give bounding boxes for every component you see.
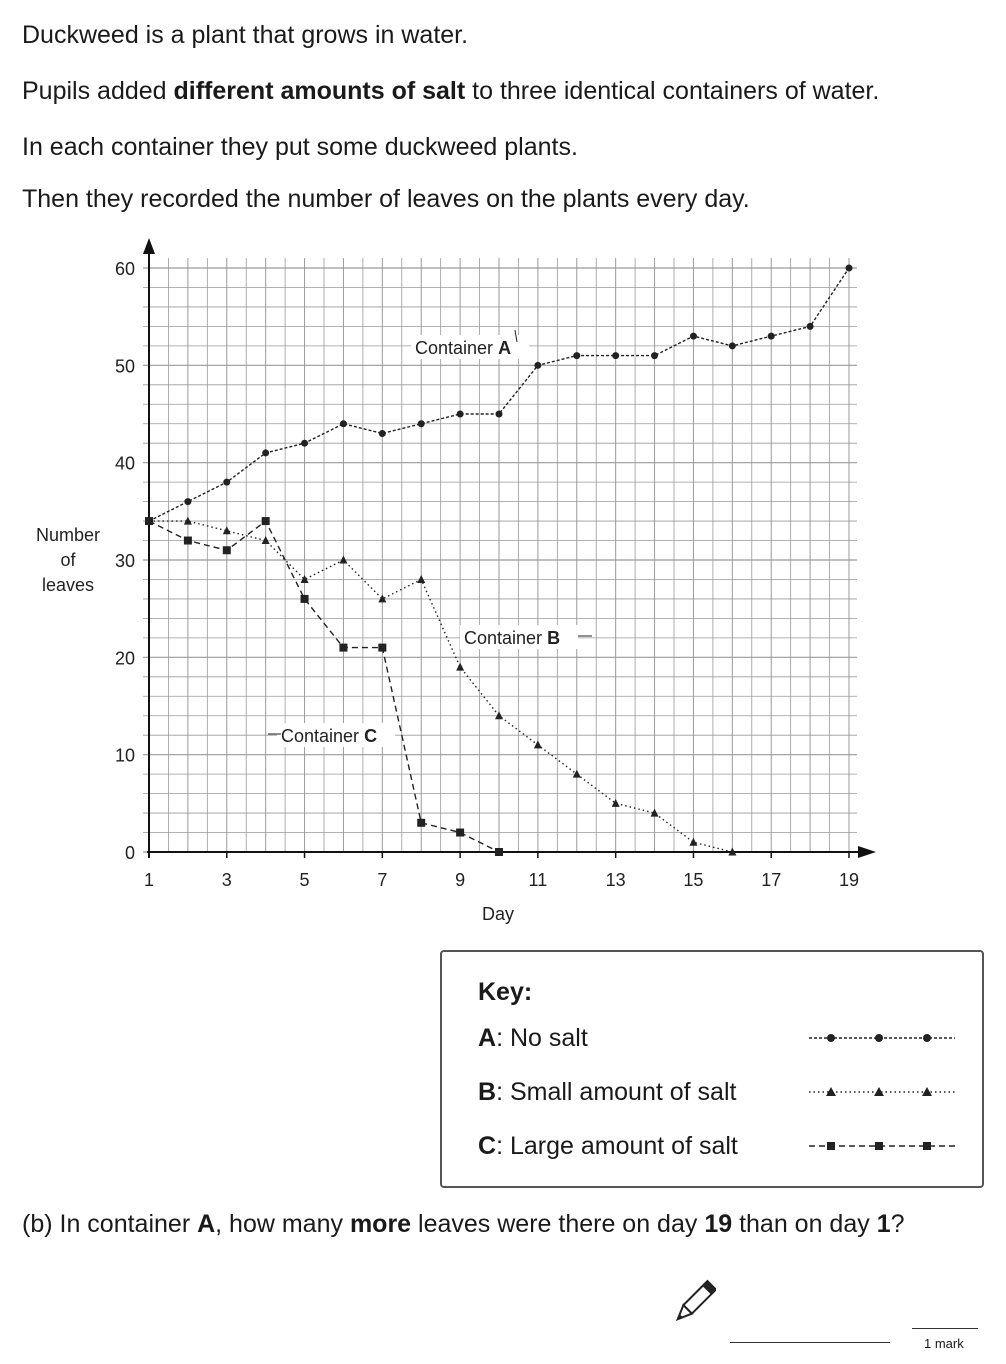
data-point-b — [378, 594, 386, 602]
key-item-b: B: Small amount of salt — [478, 1078, 737, 1106]
y-tick-label: 20 — [114, 648, 135, 669]
intro-line-3: In each container they put some duckweed plants. — [22, 133, 578, 161]
series-label-c: Container C — [281, 726, 378, 746]
data-point-c — [301, 595, 309, 603]
data-point-c — [339, 644, 347, 652]
data-point-b — [223, 526, 231, 534]
series-label-a: Container A — [415, 338, 512, 358]
data-point-a — [846, 265, 853, 272]
data-point-c — [378, 644, 386, 652]
key-line-a — [807, 1028, 957, 1048]
x-tick-label: 13 — [605, 870, 626, 890]
series-label-b: Container B — [464, 628, 561, 648]
data-point-a — [690, 333, 697, 340]
y-axis-label: leaves — [41, 575, 95, 595]
key-title: Key: — [478, 978, 533, 1006]
data-point-c — [223, 546, 231, 554]
x-tick-label: 1 — [143, 870, 155, 890]
key-item-c: C: Large amount of salt — [478, 1132, 738, 1160]
intro-line-2: Pupils added different amounts of salt to three identical containers of water. — [22, 77, 880, 105]
data-point-c — [495, 848, 503, 856]
emphasis-salt: different amounts of salt — [173, 77, 466, 105]
data-point-b — [301, 575, 309, 583]
data-point-b — [534, 740, 542, 748]
x-axis-arrow — [858, 846, 876, 858]
data-point-c — [184, 537, 192, 545]
data-point-b — [689, 838, 697, 846]
x-tick-label: 7 — [377, 870, 388, 890]
duckweed-line-chart — [0, 230, 1006, 930]
mark-line — [912, 1328, 978, 1329]
data-point-c — [262, 517, 270, 525]
x-tick-label: 17 — [761, 870, 782, 890]
x-tick-label: 9 — [455, 870, 466, 890]
data-point-b — [262, 536, 270, 544]
data-point-c — [456, 829, 464, 837]
x-tick-label: 15 — [683, 870, 704, 890]
key-item-a: A: No salt — [478, 1024, 588, 1052]
key-line-c — [807, 1136, 957, 1156]
y-tick-label: 0 — [124, 843, 135, 863]
y-axis-label: Number — [35, 525, 101, 545]
data-point-c — [145, 517, 153, 525]
data-point-b — [456, 663, 464, 671]
x-tick-label: 11 — [528, 870, 548, 890]
data-point-a — [379, 430, 386, 437]
chart-key — [440, 950, 984, 1188]
data-point-c — [417, 819, 425, 827]
y-axis-label: of — [60, 550, 76, 570]
data-point-b — [417, 575, 425, 583]
y-tick-label: 60 — [114, 259, 135, 279]
intro-line-4: Then they recorded the number of leaves on the plants every day. — [22, 185, 750, 213]
y-tick-label: 30 — [114, 551, 135, 571]
data-point-a — [262, 449, 269, 456]
data-point-b — [495, 711, 503, 719]
answer-line[interactable] — [730, 1342, 890, 1343]
mark-label: 1 mark — [924, 1336, 964, 1351]
data-point-b — [612, 799, 620, 807]
pencil-icon — [672, 1278, 716, 1328]
x-tick-label: 19 — [838, 870, 860, 890]
data-point-a — [612, 352, 619, 359]
x-axis-label: Day — [481, 904, 515, 924]
data-point-a — [340, 420, 347, 427]
data-point-a — [729, 342, 736, 349]
data-point-a — [418, 420, 425, 427]
data-point-a — [534, 362, 541, 369]
y-tick-label: 10 — [114, 745, 135, 766]
data-point-b — [573, 770, 581, 778]
data-point-a — [496, 411, 503, 418]
data-point-a — [184, 498, 191, 505]
x-tick-label: 3 — [221, 870, 232, 890]
question-b: (b) In container A, how many more leaves were there on day 19 than on day 1? — [22, 1210, 905, 1238]
data-point-a — [301, 440, 308, 447]
x-tick-label: 5 — [299, 870, 310, 890]
data-point-a — [768, 333, 775, 340]
y-tick-label: 40 — [114, 453, 135, 474]
data-point-a — [223, 479, 230, 486]
y-axis-arrow — [143, 238, 155, 254]
data-point-a — [651, 352, 658, 359]
key-line-b — [807, 1082, 957, 1102]
intro-line-1: Duckweed is a plant that grows in water. — [22, 21, 469, 49]
data-point-a — [807, 323, 814, 330]
data-point-a — [573, 352, 580, 359]
data-point-a — [457, 411, 464, 418]
y-tick-label: 50 — [114, 356, 135, 377]
